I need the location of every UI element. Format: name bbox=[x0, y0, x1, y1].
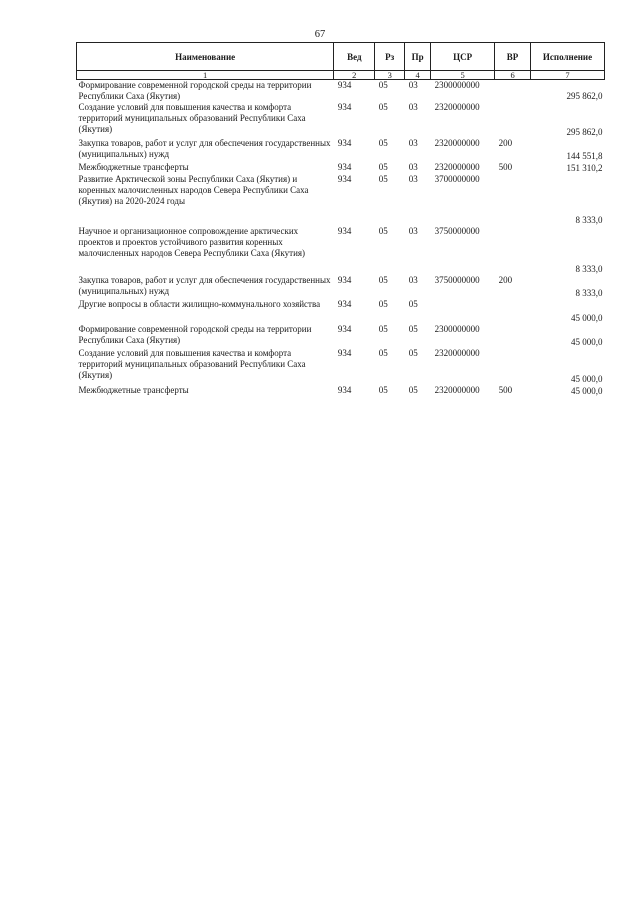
row-ved: 934 bbox=[337, 102, 352, 112]
row-csr: 2300000000 bbox=[434, 80, 480, 90]
table-row bbox=[77, 80, 605, 103]
table-row bbox=[77, 174, 605, 226]
row-csr: 2300000000 bbox=[434, 324, 480, 334]
row-pr: 03 bbox=[408, 102, 418, 112]
row-name: Научное и организационное сопровождение арктических проектов и проектов устойчивого развития коренных малочисленных народов Севера Республики Саха (Якутия) bbox=[78, 226, 306, 258]
table-row bbox=[77, 102, 605, 138]
row-vr bbox=[495, 348, 531, 385]
row-csr: 2320000000 bbox=[434, 348, 480, 358]
row-ved: 934 bbox=[337, 226, 352, 236]
row-ved: 934 bbox=[337, 385, 352, 395]
row-csr bbox=[431, 299, 495, 324]
row-vr bbox=[495, 226, 531, 275]
page-number: 67 bbox=[314, 29, 326, 40]
row-rz: 05 bbox=[378, 385, 388, 395]
header-ved: Вед bbox=[334, 43, 375, 71]
row-pr: 03 bbox=[408, 226, 418, 236]
row-ved: 934 bbox=[337, 138, 352, 148]
row-ved: 934 bbox=[337, 299, 352, 309]
row-ved: 934 bbox=[337, 80, 352, 90]
row-pr: 05 bbox=[408, 299, 418, 309]
row-vr: 200 bbox=[498, 275, 513, 285]
header-pr: Пр bbox=[405, 43, 431, 71]
row-csr: 3750000000 bbox=[434, 226, 480, 236]
row-rz: 05 bbox=[378, 299, 388, 309]
column-number: 7 bbox=[531, 71, 605, 80]
row-ved: 934 bbox=[337, 275, 352, 285]
column-number: 5 bbox=[431, 71, 495, 80]
column-number: 2 bbox=[334, 71, 375, 80]
row-amount: 8 333,0 bbox=[575, 264, 603, 274]
table-row bbox=[77, 275, 605, 299]
row-rz: 05 bbox=[378, 174, 388, 184]
row-csr: 3700000000 bbox=[434, 174, 480, 184]
row-pr: 05 bbox=[408, 324, 418, 334]
budget-table bbox=[76, 42, 605, 397]
row-amount: 151 310,2 bbox=[566, 163, 603, 173]
row-csr: 2320000000 bbox=[434, 162, 480, 172]
row-name: Создание условий для повышения качества и комфорта территорий муниципальных образований Республики Саха (Якутия) bbox=[78, 102, 306, 134]
row-pr: 03 bbox=[408, 162, 418, 172]
table-row bbox=[77, 162, 605, 174]
row-amount: 144 551,8 bbox=[566, 151, 603, 161]
row-csr: 3750000000 bbox=[434, 275, 480, 285]
row-vr: 500 bbox=[498, 385, 513, 395]
row-amount: 45 000,0 bbox=[571, 337, 603, 347]
row-name: Межбюджетные трансферты bbox=[78, 162, 189, 172]
header-name: Наименование bbox=[77, 43, 334, 71]
row-pr: 03 bbox=[408, 138, 418, 148]
row-pr: 05 bbox=[408, 348, 418, 358]
row-ved: 934 bbox=[337, 174, 352, 184]
row-ved: 934 bbox=[337, 348, 352, 358]
row-csr: 2320000000 bbox=[434, 385, 480, 395]
row-amount: 8 333,0 bbox=[575, 288, 603, 298]
table-row bbox=[77, 299, 605, 324]
row-rz: 05 bbox=[378, 348, 388, 358]
row-name: Другие вопросы в области жилищно-коммунального хозяйства bbox=[78, 299, 321, 309]
table-row bbox=[77, 226, 605, 275]
table-row bbox=[77, 385, 605, 397]
header-row bbox=[77, 43, 605, 71]
row-ved: 934 bbox=[337, 162, 352, 172]
row-rz: 05 bbox=[378, 138, 388, 148]
row-amount: 8 333,0 bbox=[575, 215, 603, 225]
column-number: 3 bbox=[375, 71, 405, 80]
table-row bbox=[77, 324, 605, 348]
header-csr: ЦСР bbox=[431, 43, 495, 71]
row-name: Развитие Арктической зоны Республики Саха (Якутия) и коренных малочисленных народов Севера Республики Саха (Якутия) на 2020-2024 годы bbox=[78, 174, 309, 206]
row-rz: 05 bbox=[378, 324, 388, 334]
column-number: 1 bbox=[77, 71, 334, 80]
row-pr: 05 bbox=[408, 385, 418, 395]
row-name: Создание условий для повышения качества и комфорта территорий муниципальных образований Республики Саха (Якутия) bbox=[78, 348, 306, 380]
column-number: 4 bbox=[405, 71, 431, 80]
row-rz: 05 bbox=[378, 80, 388, 90]
row-vr: 500 bbox=[498, 162, 513, 172]
row-name: Закупка товаров, работ и услуг для обеспечения государственных (муниципальных) нужд bbox=[78, 138, 331, 159]
row-pr: 03 bbox=[408, 80, 418, 90]
row-pr: 03 bbox=[408, 174, 418, 184]
row-pr: 03 bbox=[408, 275, 418, 285]
header-amount: Исполнение bbox=[531, 43, 605, 71]
row-ved: 934 bbox=[337, 324, 352, 334]
table-row bbox=[77, 348, 605, 385]
column-number-row bbox=[77, 71, 605, 80]
row-name: Межбюджетные трансферты bbox=[78, 385, 189, 395]
row-rz: 05 bbox=[378, 102, 388, 112]
row-vr bbox=[495, 324, 531, 348]
header-vr: ВР bbox=[495, 43, 531, 71]
column-number: 6 bbox=[495, 71, 531, 80]
row-amount: 295 862,0 bbox=[566, 91, 603, 101]
row-name: Формирование современной городской среды на территории Республики Саха (Якутия) bbox=[78, 80, 312, 101]
row-rz: 05 bbox=[378, 162, 388, 172]
row-rz: 05 bbox=[378, 226, 388, 236]
header-rz: Рз bbox=[375, 43, 405, 71]
row-amount: 295 862,0 bbox=[566, 127, 603, 137]
row-vr bbox=[495, 299, 531, 324]
row-vr: 200 bbox=[498, 138, 513, 148]
row-name: Закупка товаров, работ и услуг для обеспечения государственных (муниципальных) нужд bbox=[78, 275, 331, 296]
row-amount: 45 000,0 bbox=[571, 374, 603, 384]
row-name: Формирование современной городской среды на территории Республики Саха (Якутия) bbox=[78, 324, 312, 345]
row-csr: 2320000000 bbox=[434, 138, 480, 148]
row-csr: 2320000000 bbox=[434, 102, 480, 112]
row-rz: 05 bbox=[378, 275, 388, 285]
row-vr bbox=[495, 174, 531, 226]
row-vr bbox=[495, 102, 531, 138]
row-amount: 45 000,0 bbox=[571, 313, 603, 323]
row-amount: 45 000,0 bbox=[571, 386, 603, 396]
row-vr bbox=[495, 80, 531, 103]
table-row bbox=[77, 138, 605, 162]
